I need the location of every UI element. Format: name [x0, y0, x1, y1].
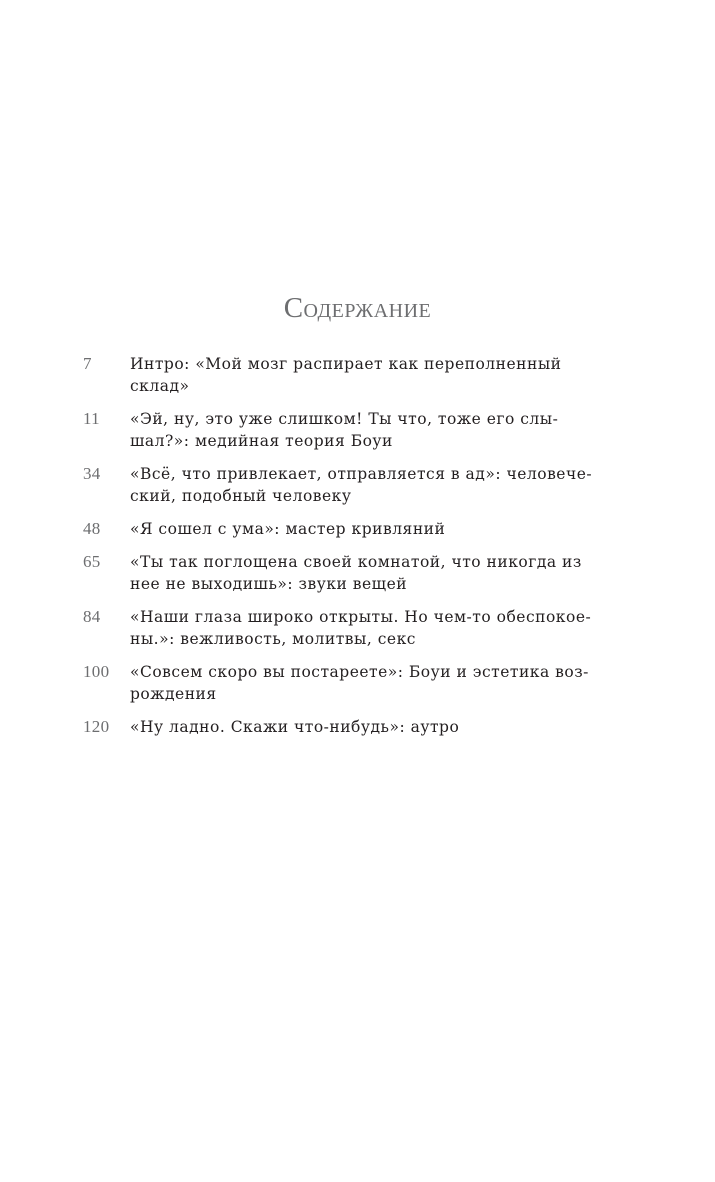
toc-page-number: 11: [83, 409, 100, 428]
toc-entry-title: [130, 463, 603, 507]
toc-entry: [83, 606, 603, 650]
toc-entry-line: «Ты так поглощена своей комнатой, что никогда из: [130, 553, 582, 571]
toc-entry: [83, 408, 603, 452]
toc-entry-line: «Я сошел с ума»: мастер кривляний: [130, 520, 446, 538]
toc-entry-line: шал?»: медийная теория Боуи: [130, 432, 393, 450]
toc-entry: [83, 716, 603, 738]
toc-entry: [83, 551, 603, 595]
toc-entry-line: «Совсем скоро вы постареете»: Боуи и эстетика воз-: [130, 663, 589, 681]
toc-page-number: 100: [83, 662, 110, 681]
toc-entry-title: [130, 551, 603, 595]
toc-entry-title: [130, 606, 603, 650]
toc-entry: [83, 518, 603, 540]
toc-entry-line: «Наши глаза широко открыты. Но чем-то обеспокое-: [130, 608, 592, 626]
toc-title: Содержание: [283, 292, 432, 324]
toc-page-number: 84: [83, 607, 101, 626]
toc-entry-line: ский, подобный человеку: [130, 487, 352, 505]
toc-page-number: 48: [83, 519, 101, 538]
toc-entry-line: ны.»: вежливость, молитвы, секс: [130, 630, 416, 648]
toc-entry-line: нее не выходишь»: звуки вещей: [130, 575, 408, 593]
toc-entry-line: склад»: [130, 377, 190, 395]
toc-entry-line: «Ну ладно. Скажи что-нибудь»: аутро: [130, 718, 460, 736]
toc-entry-title: [130, 661, 603, 705]
toc-list: [83, 353, 603, 749]
toc-entry-line: Интро: «Мой мозг распирает как переполненный: [130, 355, 562, 373]
toc-entry-title: [130, 353, 603, 397]
toc-entry: [83, 353, 603, 397]
toc-entry-title: [130, 716, 603, 738]
toc-entry-title: [130, 518, 603, 540]
toc-entry-line: «Всё, что привлекает, отправляется в ад»: человече-: [130, 465, 593, 483]
toc-entry-title: [130, 408, 603, 452]
toc-page-number: 7: [83, 354, 92, 373]
toc-entry: [83, 463, 603, 507]
toc-page-number: 65: [83, 552, 101, 571]
toc-page-number: 120: [83, 717, 110, 736]
toc-page-number: 34: [83, 464, 101, 483]
toc-entry: [83, 661, 603, 705]
toc-entry-line: «Эй, ну, это уже слишком! Ты что, тоже его слы-: [130, 410, 559, 428]
toc-entry-line: рождения: [130, 685, 217, 703]
